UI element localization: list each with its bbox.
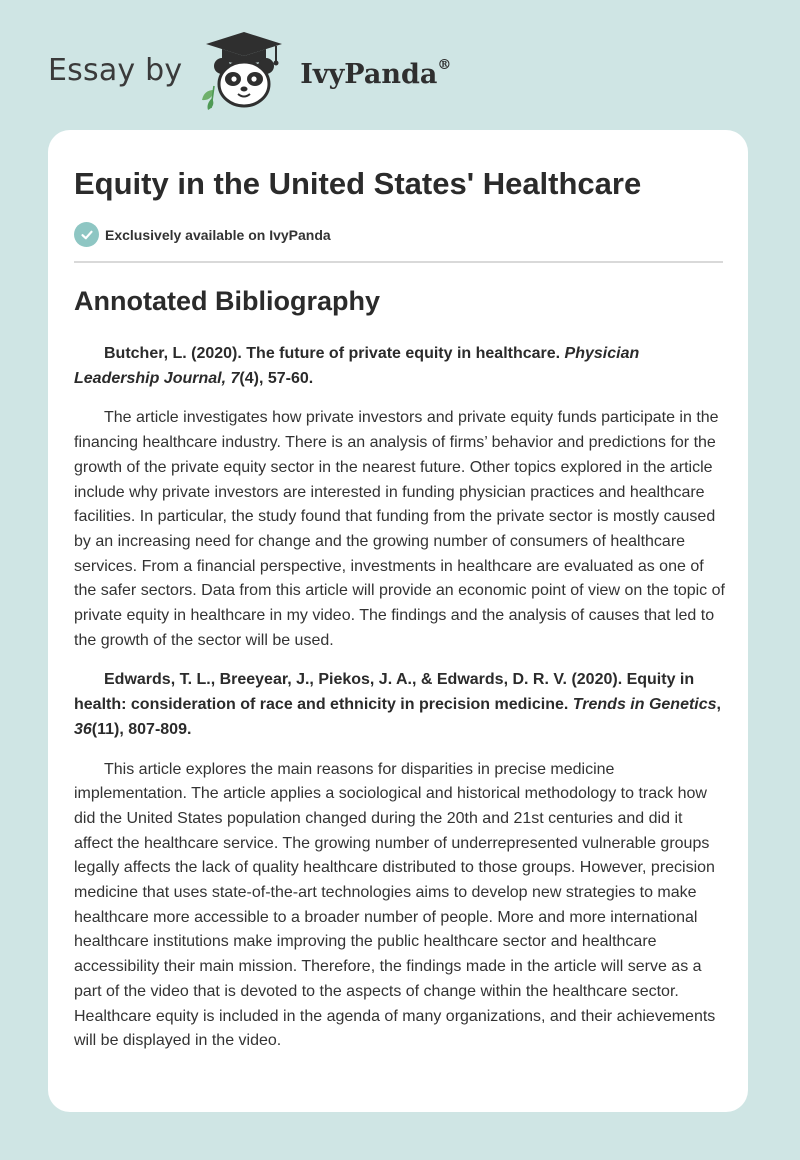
check-icon bbox=[74, 222, 99, 247]
reference-entry: Butcher, L. (2020). The future of private equity in healthcare. Physician Leadership Journal, 7(4), 57-60. bbox=[74, 345, 640, 387]
journal-title: Physician Leadership Journal, 7 bbox=[74, 345, 640, 387]
essay-card bbox=[48, 130, 748, 1112]
essay-title: Equity in the United States' Healthcare bbox=[74, 166, 642, 201]
site-header bbox=[48, 30, 451, 110]
section-heading: Annotated Bibliography bbox=[74, 286, 380, 316]
reference-entry: Edwards, T. L., Breeyear, J., Piekos, J. A., & Edwards, D. R. V. (2020). Equity in health: consideration of race and ethnicity in precision medicine. Trends in Genetics, 36(11), 807-809. bbox=[74, 671, 721, 738]
panda-graduate-logo-icon[interactable] bbox=[192, 30, 296, 110]
brand-name: IvyPanda® bbox=[300, 56, 452, 90]
journal-title: Trends in Genetics bbox=[572, 696, 717, 714]
registered-mark: ® bbox=[437, 56, 452, 73]
exclusive-badge bbox=[74, 222, 331, 247]
annotation-paragraph: This article explores the main reasons for disparities in precise medicine implementation. The article applies a sociological and historical methodology to track how did the United States population changed during the 20th and 21st centuries and did it affect the healthcare service. The growing number of underrepresented vulnerable groups legally affects the lack of quality healthcare distributed to those groups. However, precision medicine that uses state-of-the-art technologies aims to develop new strategies to make healthcare more accessible to a broader number of people. More and more international healthcare institutions make improving the public healthcare sector and healthcare accessibility their main mission. Therefore, the findings made in the article will serve as a part of the video that is devoted to the aspects of change within the healthcare sector. Healthcare equity is included in the agenda of many organizations, and their achievements will be displayed in the video. bbox=[74, 760, 716, 1050]
essay-by-label: Essay by bbox=[48, 52, 183, 88]
exclusive-label: Exclusively available on IvyPanda bbox=[105, 226, 331, 243]
bibliography-content bbox=[74, 342, 725, 1069]
annotation-paragraph: The article investigates how private investors and private equity funds participate in the financing healthcare industry. There is an analysis of firms’ behavior and predictions for the growth of the private equity sector in the nearest future. Other topics explored in the article include why private investors are interested in funding physician practices and healthcare facilities. In particular, the study found that funding from the private sector is mostly caused by an increasing need for change and the growing number of consumers of healthcare services. From a financial perspective, investments in healthcare are evaluated as one of the safer sectors. Data from this article will provide an economic point of view on the topic of private equity in healthcare in my video. The findings and the analysis of causes that led to the growth of the sector will be used. bbox=[74, 409, 725, 649]
journal-volume: 36 bbox=[74, 720, 92, 738]
divider bbox=[74, 261, 723, 263]
